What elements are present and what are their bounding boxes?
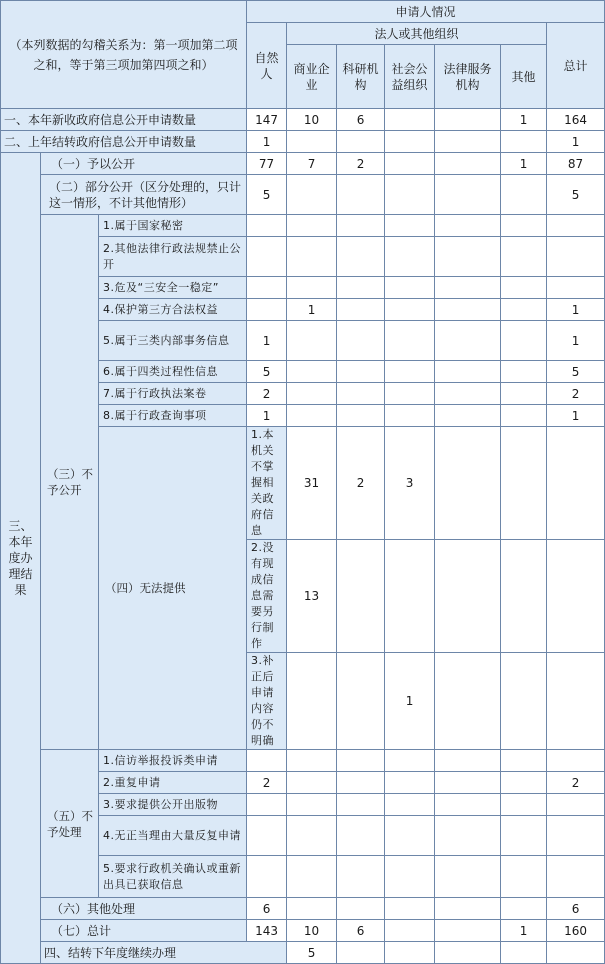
cell [337, 383, 385, 405]
cell [547, 237, 605, 277]
row-label: 5.要求行政机关确认或重新出具已获取信息 [99, 856, 247, 898]
cell: 10 [287, 109, 337, 131]
row-label: （二）部分公开（区分处理的，只计这一情形，不计其他情形） [41, 175, 247, 215]
cell [435, 321, 501, 361]
cell: 6 [247, 898, 287, 920]
cell: 3 [385, 427, 435, 540]
cell [501, 175, 547, 215]
cell [337, 816, 385, 856]
cell: 1 [501, 109, 547, 131]
cell [337, 277, 385, 299]
cell [385, 215, 435, 237]
cell [337, 361, 385, 383]
cell [287, 277, 337, 299]
cell: 87 [547, 153, 605, 175]
cell [435, 109, 501, 131]
cell [435, 175, 501, 215]
cell: 5 [547, 361, 605, 383]
cell [385, 175, 435, 215]
cell [337, 856, 385, 898]
cell [247, 794, 287, 816]
cell [547, 750, 605, 772]
cell [435, 540, 501, 653]
cell [435, 153, 501, 175]
row-label: 1.信访举报投诉类申请 [99, 750, 247, 772]
cell [501, 405, 547, 427]
cell [501, 361, 547, 383]
cell [501, 772, 547, 794]
cell [337, 653, 385, 750]
cell [501, 898, 547, 920]
cell [385, 109, 435, 131]
natural-person-header: 自然人 [247, 23, 287, 109]
cell [435, 299, 501, 321]
table-row [1, 215, 605, 237]
cell: 1 [501, 920, 547, 942]
cell [501, 653, 547, 750]
not-disclosed-label: （三）不予公开 [41, 215, 99, 750]
cell: 1 [247, 321, 287, 361]
unable-label: （四）无法提供 [99, 427, 247, 750]
cell [247, 299, 287, 321]
cell [247, 277, 287, 299]
cell: 5 [287, 942, 337, 964]
legal-group-header: 法人或其他组织 [287, 23, 547, 45]
cell [501, 816, 547, 856]
cell: 1 [287, 299, 337, 321]
cell [385, 361, 435, 383]
cell [547, 942, 605, 964]
cell [337, 215, 385, 237]
cell: 1 [547, 299, 605, 321]
cell: 6 [337, 920, 385, 942]
cell: 5 [247, 175, 287, 215]
cell [337, 540, 385, 653]
cell [501, 215, 547, 237]
cell [337, 321, 385, 361]
row-label: 3.补正后申请内容仍不明确 [247, 653, 287, 750]
cell [287, 131, 337, 153]
cell [501, 277, 547, 299]
cell [547, 540, 605, 653]
cell [547, 277, 605, 299]
row-label: （一）予以公开 [41, 153, 247, 175]
cell [435, 361, 501, 383]
cell: 5 [547, 175, 605, 215]
cell [337, 131, 385, 153]
cell: 1 [501, 153, 547, 175]
cell [287, 321, 337, 361]
cell [385, 383, 435, 405]
cell: 2 [337, 153, 385, 175]
cell [287, 653, 337, 750]
cell [547, 215, 605, 237]
cell [547, 856, 605, 898]
cell: 1 [547, 405, 605, 427]
row-label: 四、结转下年度继续办理 [41, 942, 287, 964]
cell [435, 920, 501, 942]
cell [287, 383, 337, 405]
row-label: 2.重复申请 [99, 772, 247, 794]
table-row [1, 175, 605, 215]
cell [385, 540, 435, 653]
table-row [1, 109, 605, 131]
cell [385, 277, 435, 299]
section-three-label: 三、本年度办理结果 [1, 153, 41, 964]
row-label: 8.属于行政查询事项 [99, 405, 247, 427]
cell [385, 131, 435, 153]
table-row [1, 942, 605, 964]
row-label: 2.其他法律行政法规禁止公开 [99, 237, 247, 277]
row-label: 一、本年新收政府信息公开申请数量 [1, 109, 247, 131]
total-header: 总计 [547, 23, 605, 109]
row-label: 2.没有现成信息需要另行制作 [247, 540, 287, 653]
cell [287, 405, 337, 427]
cell: 2 [337, 427, 385, 540]
cell [287, 898, 337, 920]
cell [501, 237, 547, 277]
cell [385, 794, 435, 816]
cell [435, 215, 501, 237]
cell: 164 [547, 109, 605, 131]
row-label: 6.属于四类过程性信息 [99, 361, 247, 383]
cell [287, 856, 337, 898]
row-label: 4.保护第三方合法权益 [99, 299, 247, 321]
cell [287, 237, 337, 277]
cell [385, 299, 435, 321]
cell [501, 794, 547, 816]
cell [501, 942, 547, 964]
cell [337, 898, 385, 920]
table-row [1, 750, 605, 772]
relation-note: （本列数据的勾稽关系为：第一项加第二项之和，等于第三项加第四项之和） [1, 1, 247, 109]
cell [501, 131, 547, 153]
table-row [1, 153, 605, 175]
row-label: 5.属于三类内部事务信息 [99, 321, 247, 361]
cell [287, 175, 337, 215]
cell [385, 920, 435, 942]
cell [337, 175, 385, 215]
cell [435, 653, 501, 750]
applicant-header: 申请人情况 [247, 1, 605, 23]
cell [435, 383, 501, 405]
table-row [1, 898, 605, 920]
cell [247, 237, 287, 277]
row-label: 3.危及“三安全一稳定” [99, 277, 247, 299]
row-label: 1.属于国家秘密 [99, 215, 247, 237]
row-label: 7.属于行政执法案卷 [99, 383, 247, 405]
row-label: 1.本机关不掌握相关政府信息 [247, 427, 287, 540]
cell [385, 898, 435, 920]
cell [337, 772, 385, 794]
cell: 1 [547, 321, 605, 361]
cell [287, 215, 337, 237]
cell [501, 750, 547, 772]
cell [435, 856, 501, 898]
cell [501, 856, 547, 898]
cell [385, 856, 435, 898]
cell [337, 299, 385, 321]
table-row [1, 920, 605, 942]
cell [385, 237, 435, 277]
cell [435, 816, 501, 856]
cell [501, 383, 547, 405]
cell [385, 942, 435, 964]
cell: 2 [247, 383, 287, 405]
cell [337, 405, 385, 427]
cell: 6 [547, 898, 605, 920]
cell [247, 750, 287, 772]
cell [435, 277, 501, 299]
cell [287, 772, 337, 794]
cell [385, 321, 435, 361]
cell [247, 856, 287, 898]
cell [501, 321, 547, 361]
row-label: 3.要求提供公开出版物 [99, 794, 247, 816]
cell: 10 [287, 920, 337, 942]
cell [435, 237, 501, 277]
cell [337, 942, 385, 964]
cell [435, 405, 501, 427]
cell [385, 153, 435, 175]
cell: 2 [247, 772, 287, 794]
cell [287, 794, 337, 816]
social-header: 社会公益组织 [385, 45, 435, 109]
row-label: 二、上年结转政府信息公开申请数量 [1, 131, 247, 153]
not-processed-label: （五）不予处理 [41, 750, 99, 898]
cell [501, 427, 547, 540]
cell [435, 942, 501, 964]
cell: 2 [547, 383, 605, 405]
cell [287, 361, 337, 383]
cell [547, 653, 605, 750]
cell [287, 816, 337, 856]
cell: 147 [247, 109, 287, 131]
cell [547, 816, 605, 856]
cell [337, 237, 385, 277]
cell [247, 215, 287, 237]
row-label: （六）其他处理 [41, 898, 247, 920]
cell [435, 427, 501, 540]
cell: 77 [247, 153, 287, 175]
cell: 1 [385, 653, 435, 750]
cell [337, 794, 385, 816]
cell [337, 750, 385, 772]
cell [385, 750, 435, 772]
cell [435, 898, 501, 920]
cell: 31 [287, 427, 337, 540]
cell: 13 [287, 540, 337, 653]
cell [435, 794, 501, 816]
business-header: 商业企业 [287, 45, 337, 109]
legal-service-header: 法律服务机构 [435, 45, 501, 109]
cell [287, 750, 337, 772]
row-label: （七）总计 [41, 920, 247, 942]
cell [547, 427, 605, 540]
cell [247, 816, 287, 856]
cell: 143 [247, 920, 287, 942]
cell: 1 [547, 131, 605, 153]
cell [435, 131, 501, 153]
cell [435, 750, 501, 772]
cell [547, 794, 605, 816]
cell [385, 816, 435, 856]
cell: 5 [247, 361, 287, 383]
cell [501, 540, 547, 653]
cell: 1 [247, 405, 287, 427]
other-header: 其他 [501, 45, 547, 109]
cell: 1 [247, 131, 287, 153]
cell: 7 [287, 153, 337, 175]
cell [385, 772, 435, 794]
cell: 2 [547, 772, 605, 794]
table-row [1, 131, 605, 153]
cell [435, 772, 501, 794]
research-header: 科研机构 [337, 45, 385, 109]
cell: 160 [547, 920, 605, 942]
cell [501, 299, 547, 321]
row-label: 4.无正当理由大量反复申请 [99, 816, 247, 856]
cell: 6 [337, 109, 385, 131]
cell [385, 405, 435, 427]
